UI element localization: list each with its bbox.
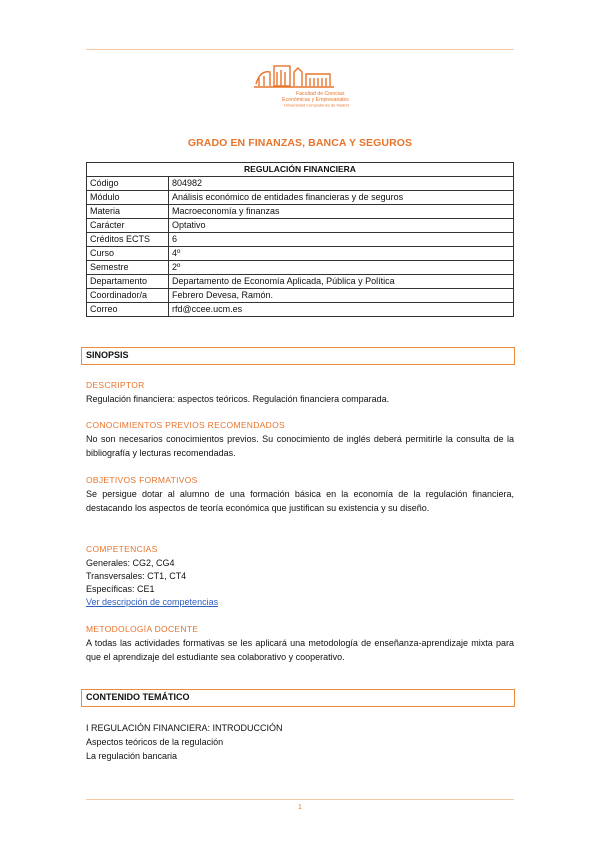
row-value: Departamento de Economía Aplicada, Pública y Política [169,275,514,289]
previos-text: No son necesarios conocimientos previos. Su conocimiento de inglés deberá permitirle la consulta de la bibliografía y lecturas recomendadas. [86,434,514,458]
contenido-line: La regulación bancaria [86,751,178,761]
row-value: 804982 [169,177,514,191]
svg-text:Facultad de Ciencias: Facultad de Ciencias [296,91,345,97]
row-label: Coordinador/a [87,289,169,303]
competencias-generales: Generales: CG2, CG4 [86,558,175,568]
previos-heading: CONOCIMIENTOS PREVIOS RECOMENDADOS [86,420,285,430]
row-value: 2º [169,261,514,275]
objetivos-heading: OBJETIVOS FORMATIVOS [86,475,198,485]
table-header-row [87,163,514,177]
header-rule [86,49,514,50]
table-row [87,177,514,191]
table-row [87,303,514,317]
descriptor-text: Regulación financiera: aspectos teóricos. Regulación financiera comparada. [86,394,390,404]
table-row [87,191,514,205]
table-row [87,275,514,289]
table-row [87,261,514,275]
svg-text:Universidad Complutense de Mad: Universidad Complutense de Madrid [284,102,349,108]
row-label: Carácter [87,219,169,233]
section-contenido: CONTENIDO TEMÁTICO [81,689,515,707]
row-value: 6 [169,233,514,247]
objetivos-text: Se persigue dotar al alumno de una formación básica en la economía de la regulación financiera, destacando los aspectos de teoría económica que justifican su existencia y su diseño. [86,489,514,513]
competencias-especificas: Específicas: CE1 [86,584,155,594]
row-label: Curso [87,247,169,261]
table-row [87,233,514,247]
footer-rule [86,799,514,800]
row-value: Macroeconomía y finanzas [169,205,514,219]
table-row [87,289,514,303]
course-info-table [86,162,514,317]
metodologia-text: A todas las actividades formativas se les aplicará una metodología de enseñanza-aprendizaje mixta para que el aprendizaje del estudiante sea colaborativo y cooperativo. [86,638,514,662]
contenido-line: Aspectos teóricos de la regulación [86,737,224,747]
row-label: Correo [87,303,169,317]
row-value: Análisis económico de entidades financieras y de seguros [169,191,514,205]
row-value: Optativo [169,219,514,233]
row-label: Código [87,177,169,191]
contenido-line: I REGULACIÓN FINANCIERA: INTRODUCCIÓN [86,723,283,733]
row-label: Departamento [87,275,169,289]
descriptor-heading: DESCRIPTOR [86,380,145,390]
row-label: Créditos ECTS [87,233,169,247]
table-row [87,247,514,261]
row-value: 4º [169,247,514,261]
competencias-transversales: Transversales: CT1, CT4 [86,571,187,581]
section-sinopsis: SINOPSIS [81,347,515,365]
competencias-link[interactable]: Ver descripción de competencias [86,597,219,607]
competencias-heading: COMPETENCIAS [86,544,158,554]
row-value: rfd@ccee.ucm.es [169,303,514,317]
course-name: REGULACIÓN FINANCIERA [87,163,514,177]
row-value: Febrero Devesa, Ramón. [169,289,514,303]
faculty-logo [250,60,349,108]
row-label: Materia [87,205,169,219]
competencias-link-line [86,596,514,610]
svg-text:Económicas y Empresariales: Económicas y Empresariales [282,97,349,103]
table-row [87,219,514,233]
degree-title: GRADO EN FINANZAS, BANCA Y SEGUROS [187,137,413,149]
metodologia-heading: METODOLOGÍA DOCENTE [86,624,199,634]
row-label: Semestre [87,261,169,275]
page-number: 1 [298,804,302,811]
row-label: Módulo [87,191,169,205]
table-row [87,205,514,219]
